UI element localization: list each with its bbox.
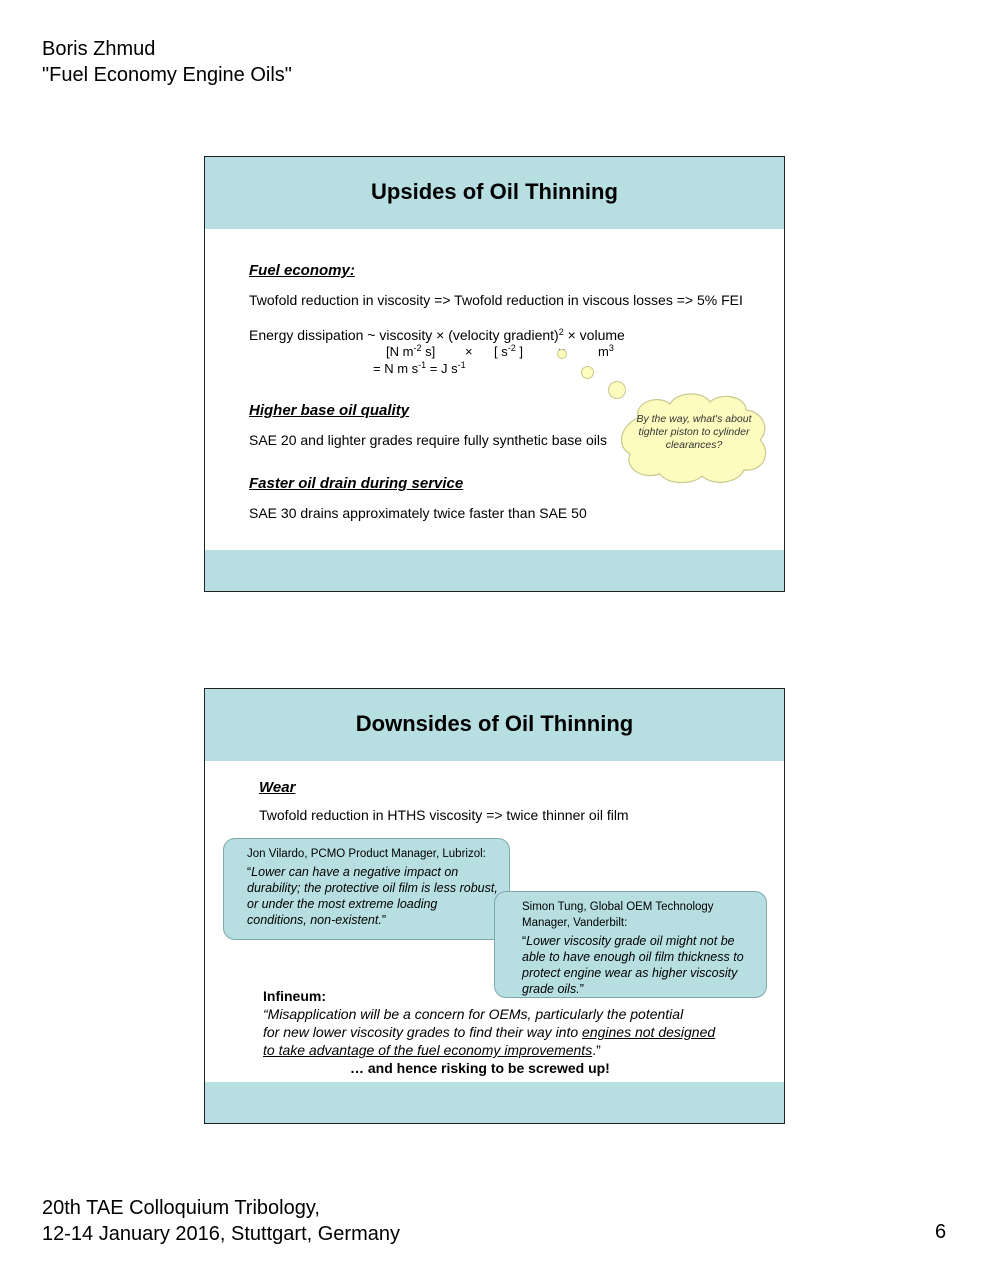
punchline: … and hence risking to be screwed up! bbox=[350, 1060, 610, 1076]
document-title: "Fuel Economy Engine Oils" bbox=[42, 64, 292, 86]
base-oil-text: SAE 20 and lighter grades require fully synthetic base oils bbox=[249, 432, 607, 448]
thought-bubble-text: By the way, what's about tighter piston to cylinder clearances? bbox=[636, 413, 752, 451]
author: Boris Zhmud bbox=[42, 38, 156, 60]
unit-result: = N m $s^{-1} = J$ $s^{-1}$ bbox=[373, 360, 466, 376]
quote-text: Lower can have a negative impact on durability; the protective oil film is less robust, or under the most extreme loading conditions, non-existent. bbox=[247, 865, 498, 927]
page-header bbox=[42, 36, 292, 88]
thought-dot-small bbox=[557, 349, 567, 359]
infineum-quote-line-1: “Misapplication will be a concern for OEMs, particularly the potential bbox=[263, 1006, 684, 1022]
unit-gradient: [ $s^{-2}$ ] bbox=[494, 343, 523, 359]
section-base-oil: Higher base oil quality bbox=[249, 402, 410, 419]
quote-author: Simon Tung, Global OEM Technology Manager, Vanderbilt: bbox=[522, 901, 714, 929]
quote-author: Jon Vilardo, PCMO Product Manager, Lubrizol: bbox=[247, 848, 486, 860]
event-name: 20th TAE Colloquium Tribology, bbox=[42, 1197, 320, 1219]
quote-callout-lubrizol: Jon Vilardo, PCMO Product Manager, Lubrizol: “Lower can have a negative impact on durability; the protective oil film is less robust, or under the most extreme loading conditions, non-existent.” bbox=[223, 838, 510, 940]
section-fuel-economy: Fuel economy: bbox=[249, 262, 355, 279]
page-footer bbox=[42, 1195, 400, 1247]
quote-callout-vanderbilt: Simon Tung, Global OEM Technology Manager, Vanderbilt: “Lower viscosity grade oil might not be able to have enough oil film thickness to protect engine wear as higher viscosity grade oils.” bbox=[494, 891, 767, 998]
infineum-quote-line-2: for new lower viscosity grades to find their way into engines not designed bbox=[263, 1024, 716, 1040]
unit-viscosity: [N $m^{-2}$ s] bbox=[386, 343, 436, 359]
fuel-economy-text: Twofold reduction in viscosity => Twofold reduction in viscous losses => 5% FEI bbox=[249, 292, 743, 308]
energy-equation: Energy dissipation ~ viscosity × (velocity gradient)$^2$ × volume bbox=[249, 327, 625, 343]
slide-title: Downsides of Oil Thinning bbox=[355, 711, 634, 736]
slide-title: Upsides of Oil Thinning bbox=[371, 179, 618, 204]
oil-drain-text: SAE 30 drains approximately twice faster than SAE 50 bbox=[249, 505, 587, 521]
slide-bottom-band bbox=[205, 550, 784, 591]
section-wear: Wear bbox=[259, 779, 296, 796]
quote-text: Lower viscosity grade oil might not be able to have enough oil film thickness to protect engine wear as higher viscosity grade oils. bbox=[522, 934, 744, 996]
infineum-quote-line-3: to take advantage of the fuel economy improvements.” bbox=[263, 1042, 601, 1058]
page-number: 6 bbox=[935, 1221, 947, 1243]
section-oil-drain: Faster oil drain during service bbox=[249, 475, 464, 492]
infineum-label: Infineum: bbox=[263, 988, 326, 1004]
unit-times-1: × bbox=[465, 344, 473, 359]
slide-bottom-band bbox=[205, 1082, 784, 1123]
thought-dot-medium bbox=[581, 366, 594, 379]
unit-volume: $m^3$ bbox=[598, 343, 614, 359]
event-date-location: 12-14 January 2016, Stuttgart, Germany bbox=[42, 1223, 400, 1245]
wear-text: Twofold reduction in HTHS viscosity => twice thinner oil film bbox=[259, 807, 629, 823]
slide-upsides bbox=[204, 156, 785, 592]
